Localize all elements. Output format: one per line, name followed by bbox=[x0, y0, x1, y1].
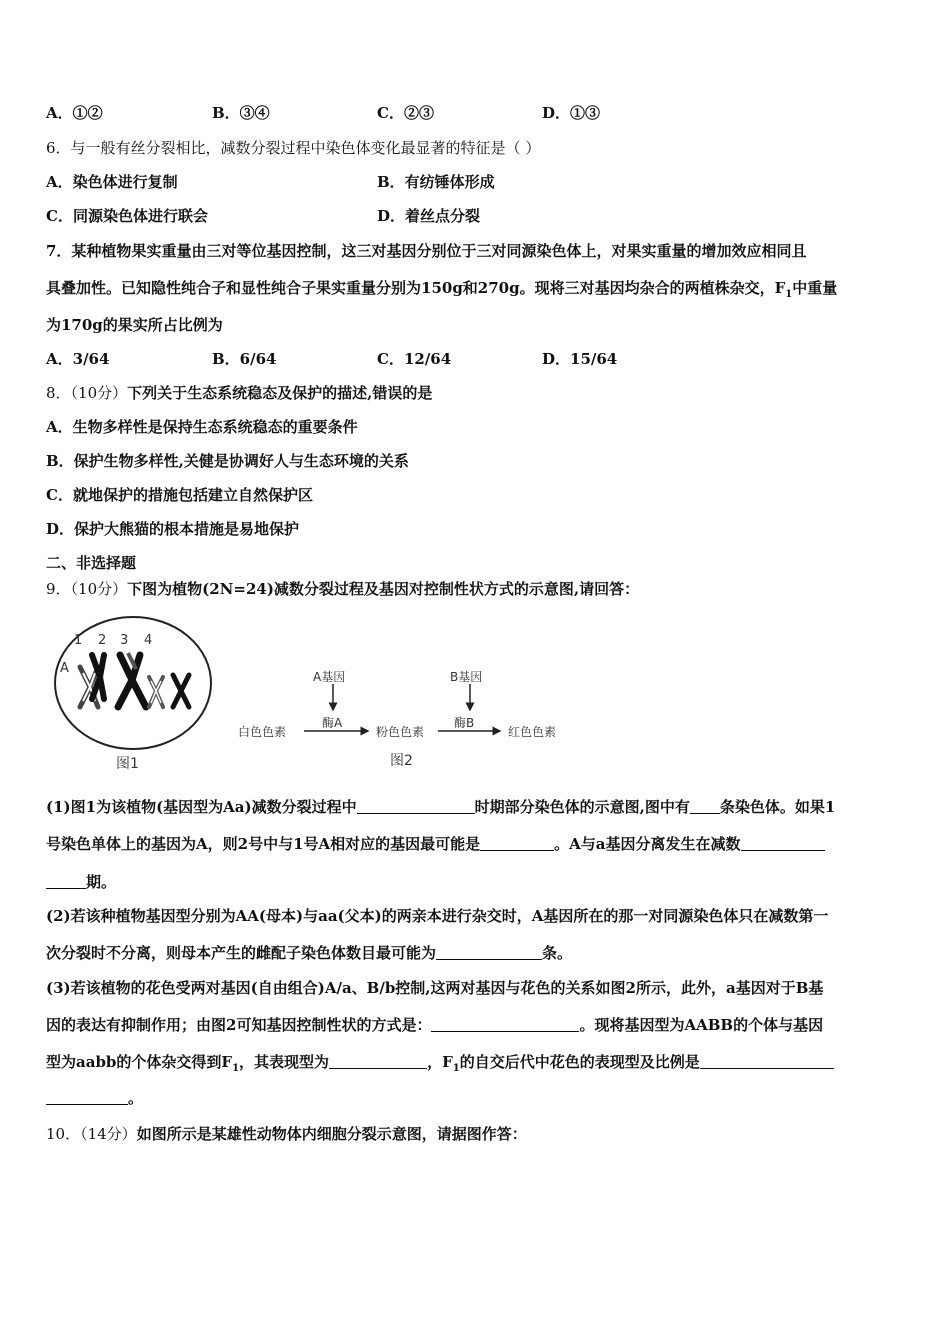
answer-blank[interactable] bbox=[690, 799, 720, 814]
chromosome-number-3: 3 bbox=[120, 633, 129, 648]
white-pigment-label: 白色色素 bbox=[238, 725, 287, 739]
answer-blank[interactable] bbox=[46, 874, 86, 889]
q9-part3-line3: 型为aabb的个体杂交得到$F_1$，其表现型为 ，$F_1$的自交后代中花色的表现型及比例是 bbox=[46, 1051, 834, 1074]
q7-option-d: D．15/64 bbox=[542, 350, 618, 368]
q5-option-b: B．③④ bbox=[212, 104, 270, 122]
figure-1 bbox=[50, 615, 220, 775]
answer-blank[interactable] bbox=[431, 1017, 579, 1032]
chromosome-light-small bbox=[149, 677, 163, 707]
figure-2-caption: 图2 bbox=[390, 753, 413, 769]
q8-option-d: D．保护大熊猫的根本措施是易地保护 bbox=[46, 520, 300, 538]
q8-option-b: B．保护生物多样性,关健是协调好人与生态环境的关系 bbox=[46, 452, 409, 470]
q7-line3: 为170g的果实所占比例为 bbox=[46, 316, 223, 334]
q7-option-c: C．12/64 bbox=[377, 350, 452, 368]
q8-option-a: A．生物多样性是保持生态系统稳态的重要条件 bbox=[46, 418, 358, 436]
answer-blank[interactable] bbox=[436, 945, 542, 960]
answer-blank[interactable] bbox=[357, 799, 475, 814]
chromosome-number-2: 2 bbox=[98, 633, 107, 648]
gene-b-label: B基因 bbox=[450, 670, 483, 684]
chromosome-number-4: 4 bbox=[144, 633, 153, 648]
chromosome-number-1: 1 bbox=[74, 633, 83, 648]
q8-option-c: C．就地保护的措施包括建立自然保护区 bbox=[46, 486, 313, 504]
gene-a-label: A基因 bbox=[313, 670, 346, 684]
q9-part1-line1: (1)图1为该植物(基因型为Aa)减数分裂过程中 时期部分染色体的示意图,图中有 条染色体。如果1 bbox=[46, 798, 836, 816]
q6-option-c: C．同源染色体进行联会 bbox=[46, 207, 208, 225]
q10-stem: 10．（14分）如图所示是某雄性动物体内细胞分裂示意图，请据图作答： bbox=[46, 1125, 527, 1143]
q9-part1-line3: 期。 bbox=[46, 871, 116, 892]
enzyme-a-label: 酶A bbox=[322, 716, 343, 730]
q6-stem: 6．与一般有丝分裂相比，减数分裂过程中染色体变化最显著的特征是（ ） bbox=[46, 139, 541, 157]
gene-label-a: A bbox=[60, 661, 69, 676]
q5-option-a: A．①② bbox=[46, 104, 103, 122]
chromosome-dark-small bbox=[173, 675, 189, 707]
q9-stem: 9．（10分）下图为植物(2N=24)减数分裂过程及基因对控制性状方式的示意图,请回答： bbox=[46, 580, 640, 598]
q6-option-a: A．染色体进行复制 bbox=[46, 173, 178, 191]
q6-option-b: B．有纺锤体形成 bbox=[377, 173, 495, 191]
q5-option-c: C．②③ bbox=[377, 104, 434, 122]
answer-blank[interactable] bbox=[480, 836, 554, 851]
answer-blank[interactable] bbox=[46, 1090, 128, 1105]
q7-option-a: A．3/64 bbox=[46, 350, 110, 368]
pink-pigment-label: 粉色色素 bbox=[376, 725, 425, 739]
q9-part3-line1: (3)若该植物的花色受两对基因(自由组合)A/a、B/b控制,这两对基因与花色的关系如图2所示，此外，a基因对于B基 bbox=[46, 979, 824, 997]
figure-2 bbox=[230, 660, 590, 775]
answer-blank[interactable] bbox=[700, 1054, 834, 1069]
q7-line2: 具叠加性。已知隐性纯合子和显性纯合子果实重量分别为150g和270g。现将三对基因均杂合的两植株杂交，$F_1$中重量 bbox=[46, 279, 838, 300]
red-pigment-label: 红色色素 bbox=[508, 725, 557, 739]
q7-option-b: B．6/64 bbox=[212, 350, 277, 368]
q9-part1-line2: 号染色单体上的基因为A，则2号中与1号A相对应的基因最可能是 。A与a基因分离发生在减数 bbox=[46, 833, 825, 854]
q6-option-d: D．着丝点分裂 bbox=[377, 207, 481, 225]
q9-part3-line2: 因的表达有抑制作用；由图2可知基因控制性状的方式是： 。现将基因型为AABB的个体与基因 bbox=[46, 1016, 824, 1034]
section-heading: 二、非选择题 bbox=[46, 554, 137, 572]
q8-stem: 8．（10分）下列关于生态系统稳态及保护的描述,错误的是 bbox=[46, 384, 433, 402]
answer-blank[interactable] bbox=[741, 836, 825, 851]
q5-option-d: D．①③ bbox=[542, 104, 601, 122]
q9-part3-line4: 。 bbox=[46, 1087, 143, 1108]
q9-part2-line2: 次分裂时不分离，则母本产生的雌配子染色体数目最可能为 条。 bbox=[46, 944, 573, 962]
figure-1-caption: 图1 bbox=[116, 756, 139, 772]
q9-part2-line1: (2)若该种植物基因型分别为AA(母本)与aa(父本)的两亲本进行杂交时，A基因所在的那一对同源染色体只在减数第一 bbox=[46, 907, 829, 925]
enzyme-b-label: 酶B bbox=[454, 716, 475, 730]
q7-line1: 7．某种植物果实重量由三对等位基因控制，这三对基因分别位于三对同源染色体上，对果实重量的增加效应相同且 bbox=[46, 242, 807, 260]
answer-blank[interactable] bbox=[329, 1054, 427, 1069]
